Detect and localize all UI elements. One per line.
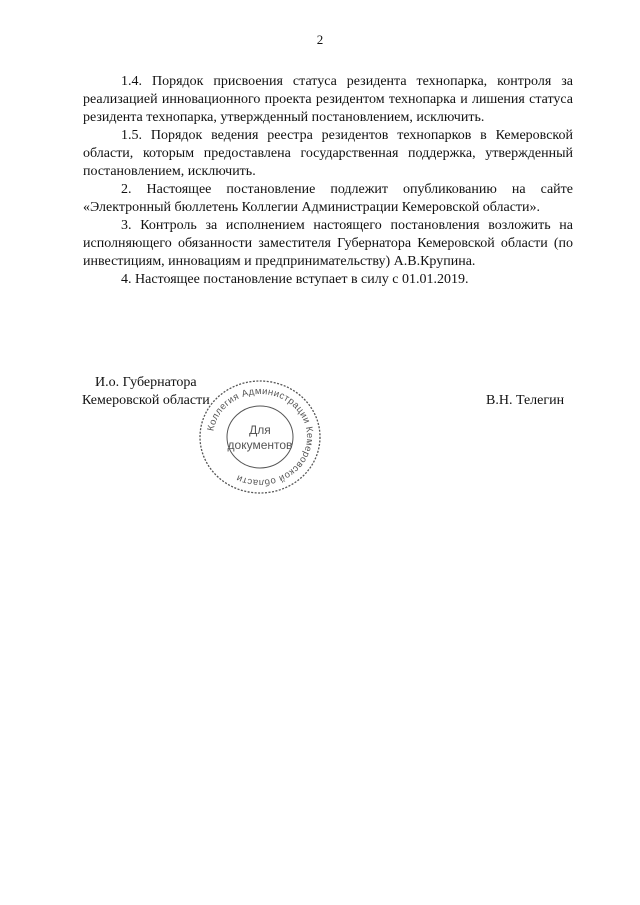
- signatory-title-line2: Кемеровской области: [82, 393, 210, 408]
- paragraph-1-4: 1.4. Порядок присвоения статуса резидента технопарка, контроля за реализацией инновационного проекта резидентом технопарка и лишения статуса резидента технопарка, утвержденный постановлением, исключить.: [83, 74, 573, 125]
- seal-center-line1: Для: [249, 423, 271, 437]
- paragraph-1-5: 1.5. Порядок ведения реестра резидентов технопарков в Кемеровской области, которым предоставлена государственная поддержка, утвержденный постановлением, исключить.: [83, 128, 573, 179]
- signature-block: [0, 374, 640, 494]
- seal-center-line2: документов: [227, 438, 293, 452]
- paragraph-2: 2. Настоящее постановление подлежит опубликованию на сайте «Электронный бюллетень Коллегии Администрации Кемеровской области».: [83, 182, 573, 215]
- paragraph-3: 3. Контроль за исполнением настоящего постановления возложить на исполняющего обязанности заместителя Губернатора Кемеровской области (по инвестициям, инновациям и предпринимательству) А.В.Крупина.: [83, 218, 573, 269]
- document-body: [83, 73, 573, 289]
- seal-outer-ring: [200, 381, 320, 493]
- signatory-name: В.Н. Телегин: [486, 393, 565, 408]
- paragraph-4: 4. Настоящее постановление вступает в силу с 01.01.2019.: [121, 272, 469, 287]
- signatory-title-line1: И.о. Губернатора: [95, 375, 197, 390]
- seal-ring-text: Коллегия Администрации Кемеровской области: [205, 385, 316, 489]
- page-number: 2: [316, 32, 324, 47]
- official-seal: [197, 378, 323, 496]
- seal-inner-ring: [227, 406, 293, 468]
